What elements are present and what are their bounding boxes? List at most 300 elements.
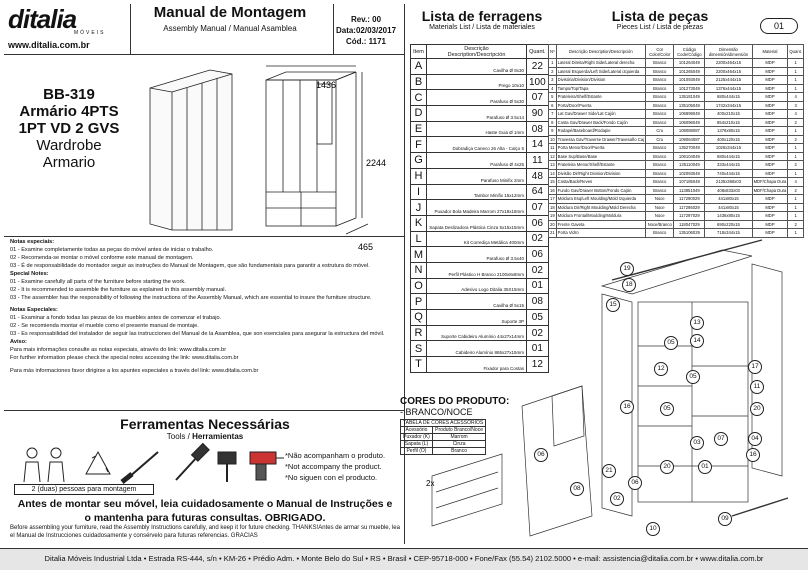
part-callout: 08 — [570, 482, 584, 496]
hardware-item: S — [411, 341, 427, 357]
warning-line-1: Antes de montar seu móvel, leia cuidadosamente o Manual de Instruções e — [17, 498, 393, 510]
col-qty: Quant. — [527, 45, 549, 59]
brand-site: www.ditalia.com.br — [8, 40, 90, 50]
pieces-cell: 1026x344x15 — [705, 144, 752, 153]
pieces-cell: Branco — [646, 118, 674, 127]
part-callout: 15 — [606, 298, 620, 312]
pieces-cell: MDP — [752, 67, 788, 76]
pieces-cell: Noce — [646, 212, 674, 221]
hardware-item: H — [411, 168, 427, 184]
hardware-label: Dobradiça Caneco 26 Alta - Calço 5 — [452, 146, 524, 152]
pieces-cell: Lat Gav/Drawer Side/Lat Cajón — [556, 110, 645, 119]
pieces-row — [549, 127, 804, 136]
note-pt: 03 - É de responsabilidade do montador seguir as instruções do Manual de Montagem, que são fundamentais para garantir a estrutura do móvel. — [10, 263, 370, 269]
hardware-desc — [427, 137, 527, 153]
brand-sub: MÓVEIS — [74, 30, 106, 36]
pieces-col: Material — [752, 45, 788, 59]
pieces-cell: 102093049 — [674, 169, 705, 178]
part-callout: 16 — [746, 448, 760, 462]
divider — [4, 410, 404, 411]
dim-width: 1436 — [316, 80, 337, 90]
people-icon — [24, 448, 64, 482]
pieces-cell: 106096049 — [674, 118, 705, 127]
hardware-desc — [427, 121, 527, 137]
part-callout: 16 — [620, 400, 634, 414]
divider — [404, 4, 405, 544]
part-callout: 06 — [534, 448, 548, 462]
brand-name: ditalia — [8, 4, 77, 34]
pieces-cell: Branco — [646, 229, 674, 238]
pieces-cell: 1 — [788, 67, 804, 76]
pieces-table — [548, 44, 804, 238]
pieces-cell: Branco — [646, 76, 674, 85]
colors-cell: Sapata (L) — [401, 441, 433, 448]
hardware-title-block — [412, 8, 552, 31]
hardware-qty: 22 — [527, 59, 549, 75]
pieces-cell: 135181049 — [674, 93, 705, 102]
pieces-cell: 2 — [549, 67, 557, 76]
pieces-header-row — [549, 45, 804, 59]
pieces-cell: 17 — [550, 196, 555, 202]
pieces-cell: Branco — [646, 59, 674, 68]
wardrobe-drawing — [140, 58, 400, 252]
pieces-cell: 680x444x15 — [705, 152, 752, 161]
pieces-cell: Noce — [646, 203, 674, 212]
pieces-cell: Branco — [646, 186, 674, 195]
pieces-cell: 1 — [788, 195, 804, 204]
part-callout: 20 — [750, 402, 764, 416]
hardware-item: R — [411, 325, 427, 341]
pieces-cell: 333x444x15 — [705, 161, 752, 170]
pieces-cell: 1 — [788, 144, 804, 153]
part-callout: 03 — [690, 436, 704, 450]
page-number: 01 — [760, 18, 798, 34]
pieces-cell: Branco — [646, 169, 674, 178]
part-callout: 11 — [750, 380, 764, 394]
pieces-cell: 2125x444x15 — [705, 76, 752, 85]
pieces-cell: 4 — [788, 178, 804, 187]
pieces-cell: 400x120x15 — [705, 135, 752, 144]
pieces-row — [549, 169, 804, 178]
part-callout: 01 — [698, 460, 712, 474]
hardware-qty: 07 — [527, 200, 549, 216]
note-en: 01 - Examine carefully all parts of the furniture before starting the work. — [10, 279, 186, 285]
hardware-qty: 100 — [527, 74, 549, 90]
pieces-cell: 1 — [788, 59, 804, 68]
pieces-cell: Base Sup/Base/Base — [556, 152, 645, 161]
pieces-cell: 5 — [549, 93, 557, 102]
pieces-cell: 117297029 — [674, 212, 705, 221]
hardware-label: Puxador Bola Madeira Marrom 27x18x18mm — [434, 208, 524, 214]
col-desc-en: Description/Descripción — [447, 51, 506, 58]
pieces-cell: 1 — [788, 84, 804, 93]
pieces-cell: 2 — [788, 118, 804, 127]
pieces-cell: Costa Gav/Drawer Back/Fondo Cajón — [556, 118, 645, 127]
pieces-cell: 109064087 — [674, 135, 705, 144]
header-title-block — [130, 4, 330, 33]
pieces-row — [549, 186, 804, 195]
pieces-cell: 740x444x15 — [705, 169, 752, 178]
pieces-cell: 2200x464x15 — [705, 67, 752, 76]
pieces-cell: Cru — [646, 135, 674, 144]
dim-depth: 465 — [358, 242, 374, 252]
hardware-desc — [427, 106, 527, 122]
pieces-cell: MDF/Chapa Dura — [753, 187, 787, 193]
pieces-cell: 1436x80x15 — [705, 212, 752, 221]
pieces-cell: 101264049 — [674, 59, 705, 68]
pieces-cell: Tampo/Top/Tapa — [556, 84, 645, 93]
pieces-cell: Branco — [646, 93, 674, 102]
pieces-cell: Porta Menor/Door/Puerta — [556, 144, 645, 153]
hardware-label: Parafuso Ø 3.5x40 — [486, 255, 524, 261]
revision: Rev.: 00 — [350, 15, 382, 24]
pieces-cell: 106104049 — [674, 152, 705, 161]
hardware-item: P — [411, 294, 427, 310]
hardware-label: Parafuso Ø 5x30 — [490, 99, 524, 105]
hardware-row — [411, 106, 549, 122]
hardware-qty: 08 — [527, 294, 549, 310]
pieces-cell: Porta/Door/Puerta — [556, 101, 645, 110]
pieces-cell: MDP — [752, 76, 788, 85]
hardware-title: Lista de ferragens — [421, 8, 543, 24]
exploded-view — [412, 236, 806, 546]
notes-pt-title: Notas especiais: — [10, 239, 55, 245]
hardware-label: Parafuso Minifix 2mm — [480, 177, 524, 183]
pieces-cell: MDP — [752, 212, 788, 221]
pieces-row — [549, 135, 804, 144]
pieces-row — [549, 101, 804, 110]
part-callout: 14 — [690, 334, 704, 348]
part-callout: 17 — [748, 360, 762, 374]
hardware-desc — [427, 184, 527, 200]
hardware-label: Kit Corrediça Metálica 400mm — [463, 240, 524, 246]
pieces-row — [549, 178, 804, 187]
model-name-1: Armário 4PTS — [19, 103, 119, 120]
pieces-cell: 7 — [549, 110, 557, 119]
pieces-cell: 1 — [788, 76, 804, 85]
aviso-title: Aviso: — [10, 339, 27, 345]
divider — [4, 236, 404, 237]
hardware-desc — [427, 59, 527, 75]
pieces-row — [549, 59, 804, 68]
pieces-cell: Branco — [646, 161, 674, 170]
hardware-header-row — [411, 45, 549, 59]
revision-block — [334, 14, 398, 47]
pieces-cell: 1 — [788, 127, 804, 136]
hardware-label: Adesivo Logo Ditalia 35X15mm — [461, 287, 524, 293]
pieces-cell: MDP — [752, 135, 788, 144]
warning-line-2: o mantenha para futuras consultas. OBRIGADO. — [84, 512, 326, 524]
pieces-cell: MDP — [752, 161, 788, 170]
pieces-cell: 1 — [788, 212, 804, 221]
hardware-row — [411, 168, 549, 184]
pieces-cell: 400x210x15 — [705, 110, 752, 119]
hardware-row — [411, 137, 549, 153]
pieces-cell: 2 — [788, 186, 804, 195]
pieces-col: Descrição Description/Descripción — [556, 45, 645, 59]
colors-cell: Puxador (K) — [401, 434, 433, 441]
colors-head: Acessório — [401, 427, 433, 434]
hardware-qty: 01 — [527, 341, 549, 357]
hardware-row — [411, 121, 549, 137]
hardware-desc — [427, 215, 527, 231]
colors-cell: Marrom — [432, 434, 485, 441]
aviso-line: Para mais informações consulte as notas especiais, através do link: www.ditalia.com.br — [10, 347, 227, 353]
hardware-item: C — [411, 90, 427, 106]
pieces-row — [549, 203, 804, 212]
pieces-row — [549, 212, 804, 221]
part-callout: 06 — [628, 476, 642, 490]
warning-block — [10, 497, 400, 525]
hardware-row — [411, 74, 549, 90]
model-name-en: Wardrobe — [36, 137, 102, 154]
hardware-label: Fixador para Costas — [483, 365, 524, 371]
tools-legend — [285, 450, 385, 483]
hardware-item: D — [411, 106, 427, 122]
hardware-item: G — [411, 153, 427, 169]
pieces-cell: 718x344x15 — [705, 229, 752, 238]
hardware-item: F — [411, 137, 427, 153]
code: Cód.: 1171 — [345, 37, 386, 46]
pieces-cell: 1742x344x15 — [705, 101, 752, 110]
part-callout: 05 — [664, 336, 678, 350]
hardware-label: Prego 10x10 — [498, 83, 524, 89]
pieces-cell: 135110049 — [674, 161, 705, 170]
pieces-row — [549, 93, 804, 102]
hardware-item: L — [411, 231, 427, 247]
recycle-icon — [86, 452, 110, 474]
part-callout: 12 — [654, 362, 668, 376]
pieces-row — [549, 76, 804, 85]
hardware-qty: 12 — [527, 357, 549, 373]
notes-es-title: Notas Especiales: — [10, 307, 58, 313]
hardware-row — [411, 215, 549, 231]
screwdriver-icon — [122, 452, 158, 482]
hardware-label: Parafuso Ø 4x25 — [490, 161, 524, 167]
colors-cell: Cinza — [432, 441, 485, 448]
hardware-qty: 01 — [527, 278, 549, 294]
pieces-cell: Travessa Gav/Traverse Drawer/Travesaño Caj — [557, 136, 645, 142]
hardware-qty: 48 — [527, 168, 549, 184]
pieces-cell: 2200x464x15 — [705, 59, 752, 68]
pieces-cell: Costa/Back/Reves — [556, 178, 645, 187]
notes-en-title: Special Notes: — [10, 271, 49, 277]
hardware-qty: 07 — [527, 90, 549, 106]
pieces-cell: 113851049 — [674, 186, 705, 195]
tools-title: Ferramentas Necessárias — [120, 416, 290, 432]
note-en: 02 - It is recommended to assemble the furniture as explained in this assembly manual. — [10, 287, 227, 293]
col-desc-pt: Descrição — [464, 45, 489, 52]
part-callout: 10 — [646, 522, 660, 536]
hardware-label: Perfil Plástico H Branco 2100x8x8mm — [448, 271, 524, 277]
pieces-cell: 15 — [550, 179, 555, 185]
aviso-line: For further information please check the special notes accessing the link: www.ditalia.com.br — [10, 355, 239, 361]
tools-subtitle-es: Herramientas — [192, 432, 244, 441]
hardware-label: Cavilha Ø 5x15 — [493, 303, 524, 308]
part-callout: 07 — [714, 432, 728, 446]
hardware-row — [411, 184, 549, 200]
hardware-item: E — [411, 121, 427, 137]
pieces-cell: 3 — [549, 76, 557, 85]
pieces-cell: 690x220x15 — [705, 220, 752, 229]
page-subtitle: Assembly Manual / Manual Asamblea — [163, 24, 297, 33]
pieces-cell: Divisão Dir/Right Division/Division — [556, 169, 645, 178]
colors-cell: Perfil (O) — [401, 448, 433, 455]
pieces-cell: 118047029 — [674, 220, 705, 229]
mallet-icon — [218, 452, 236, 482]
hardware-qty: 02 — [527, 262, 549, 278]
hardware-item: A — [411, 59, 427, 75]
pieces-cell: MDP — [752, 152, 788, 161]
divider — [130, 4, 131, 54]
pieces-cell: 408x833x03 — [705, 186, 752, 195]
pieces-row — [549, 220, 804, 229]
pieces-subtitle: Pieces List / Lista de piezas — [616, 24, 704, 31]
hardware-item: I — [411, 184, 427, 200]
pieces-cell: Noce — [646, 195, 674, 204]
pieces-cell: 1 — [788, 152, 804, 161]
hardware-row — [411, 153, 549, 169]
pieces-cell: MDF/Chapa Dura — [753, 179, 787, 185]
tools-legend-pt: *Não acompanham o produto. — [285, 451, 386, 460]
pieces-cell: Lateral Direita/Right Side/Lateral derecha — [556, 59, 645, 68]
pieces-cell: 1 — [788, 203, 804, 212]
part-callout: 19 — [620, 262, 634, 276]
pieces-row — [549, 144, 804, 153]
colors-title: CORES DO PRODUTO: — [400, 396, 510, 407]
pieces-row — [549, 195, 804, 204]
pieces-cell: Fundo Gav/Drawer Botton/Fondo Cajón — [556, 186, 645, 195]
part-callout: 20 — [660, 460, 674, 474]
part-callout: 02 — [610, 492, 624, 506]
pieces-cell: MDP — [752, 84, 788, 93]
pieces-col: Dimensão dimensión/dimensión — [705, 45, 752, 59]
pieces-cell: Branco — [646, 152, 674, 161]
hardware-label: Parafuso Ø 3.5x14 — [486, 114, 524, 120]
date: Data:02/03/2017 — [335, 26, 397, 35]
pieces-cell: 108088087 — [674, 127, 705, 136]
hardware-row — [411, 90, 549, 106]
hardware-desc — [427, 200, 527, 216]
hardware-label: Tambor Minifix 15x12mm — [473, 193, 524, 199]
pieces-cell: 14 — [550, 170, 555, 176]
pieces-cell: 2135x368x03 — [705, 178, 752, 187]
pieces-row — [549, 118, 804, 127]
part-callout: 18 — [622, 278, 636, 292]
pieces-title: Lista de peças — [611, 8, 709, 24]
pieces-cell: MDP — [752, 59, 788, 68]
hardware-item: Q — [411, 310, 427, 326]
hardware-qty: 06 — [527, 247, 549, 263]
pieces-cell: 12 — [550, 153, 555, 159]
pieces-cell: 10 — [550, 136, 555, 142]
hardware-label: Cavilha Ø 8x30 — [493, 67, 524, 73]
hardware-qty: 02 — [527, 325, 549, 341]
people-note: 2 (duas) pessoas para montagem — [14, 484, 154, 495]
pieces-cell: 1 — [788, 169, 804, 178]
pieces-cell: 854x210x15 — [705, 118, 752, 127]
hardware-row — [411, 200, 549, 216]
note-pt: 02 - Recomenda-se montar o móvel conforme este manual de montagem. — [10, 255, 194, 261]
hardware-label: Haste Guia Ø 1mm — [485, 130, 524, 136]
hardware-label: Suporte 3P — [501, 318, 524, 324]
pieces-cell: MDP — [752, 127, 788, 136]
part-callout: 21 — [602, 464, 616, 478]
pieces-cell: Moldura Esq/Left Moulding/Mold Izquierda — [556, 195, 645, 204]
pieces-cell: 18 — [550, 204, 555, 210]
hardware-label: Cabideiro Alumínio 865x27x15mm — [455, 350, 524, 356]
colors-head: Produto Branco/Noce — [432, 427, 485, 434]
pieces-cell: 135270049 — [674, 144, 705, 153]
pieces-cell: Branco — [646, 67, 674, 76]
pieces-cell: 680x444x15 — [705, 93, 752, 102]
pieces-col: Nº — [549, 45, 557, 59]
hardware-qty: 02 — [527, 231, 549, 247]
warning-translation: Before assembling your furniture, read the Assembly Instructions carefully, and keep it for future checking. THANKS!Antes de armar su mueble, lea el Manual de Instrucciones cuidadosamente y consérvelo para futuras referencias. GRACIAS — [10, 525, 400, 539]
pieces-cell: 21 — [550, 230, 555, 236]
pieces-title-block — [590, 8, 730, 31]
pieces-cell: Noce/Branco — [646, 220, 674, 229]
pieces-cell: Branco — [646, 110, 674, 119]
pieces-cell: 1 — [788, 229, 804, 238]
pieces-cell: MDP — [752, 220, 788, 229]
pieces-cell: 4 — [788, 110, 804, 119]
part-callout: 05 — [660, 402, 674, 416]
model-name-2: 1PT VD 2 GVS — [18, 120, 120, 137]
part-callout: 13 — [690, 316, 704, 330]
pieces-row — [549, 152, 804, 161]
tools-subtitle: Tools / — [166, 432, 193, 441]
pieces-cell: Branco — [646, 178, 674, 187]
pieces-row — [549, 84, 804, 93]
pieces-cell: 4 — [549, 84, 557, 93]
pieces-cell: 135105049 — [674, 101, 705, 110]
pieces-cell: 1376x444x15 — [705, 84, 752, 93]
pieces-cell: 9 — [549, 127, 557, 136]
pieces-cell: Cru — [646, 127, 674, 136]
hardware-item: M — [411, 247, 427, 263]
hardware-qty: 11 — [527, 153, 549, 169]
pieces-cell: 117295029 — [674, 203, 705, 212]
note-pt: 01 - Examine completamente todas as peças do móvel antes de iniciar o trabalho. — [10, 247, 214, 253]
pieces-cell: 101093049 — [674, 76, 705, 85]
pieces-cell: MDP — [752, 110, 788, 119]
hardware-item: N — [411, 262, 427, 278]
drill-icon — [250, 452, 284, 480]
pieces-row — [549, 67, 804, 76]
colors-table-title: TABELA DE CORES ACESSÓRIOS — [401, 420, 486, 427]
pieces-cell: MDP — [752, 229, 788, 238]
pieces-cell: Branco — [646, 101, 674, 110]
note-es: 01 - Examinar a fondo todas las piezas de los muebles antes de comenzar el trabajo. — [10, 315, 222, 321]
pieces-cell: 101273049 — [674, 84, 705, 93]
pieces-cell: Moldura Frontal/Moulding/Moldura — [556, 212, 645, 221]
pieces-cell: Branco — [646, 144, 674, 153]
hardware-subtitle: Materials List / Lista de materiales — [429, 24, 535, 31]
note-es: 02 - Se recomienda montar el mueble como el presente manual de montaje. — [10, 323, 199, 329]
pieces-cell: MDP — [752, 93, 788, 102]
colors-name: - BRANCO/NOCE — [400, 407, 473, 417]
divider — [4, 54, 404, 55]
note-es: 03 - Es responsabilidad del instalador de seguir las instrucciones del Manual de la Asamblea, que son esenciales para asegurar la estructura del móvil. — [10, 331, 385, 337]
model-name-es: Armario — [42, 154, 96, 171]
hardware-label: Suporte Cabideiro Alumínio 44x27x14mm — [440, 334, 524, 340]
hardware-desc — [427, 153, 527, 169]
pieces-cell: Prateleira Menor/Shelf/Estante — [556, 161, 645, 170]
hardware-item: O — [411, 278, 427, 294]
pieces-cell: MDP — [752, 169, 788, 178]
hardware-qty: 64 — [527, 184, 549, 200]
